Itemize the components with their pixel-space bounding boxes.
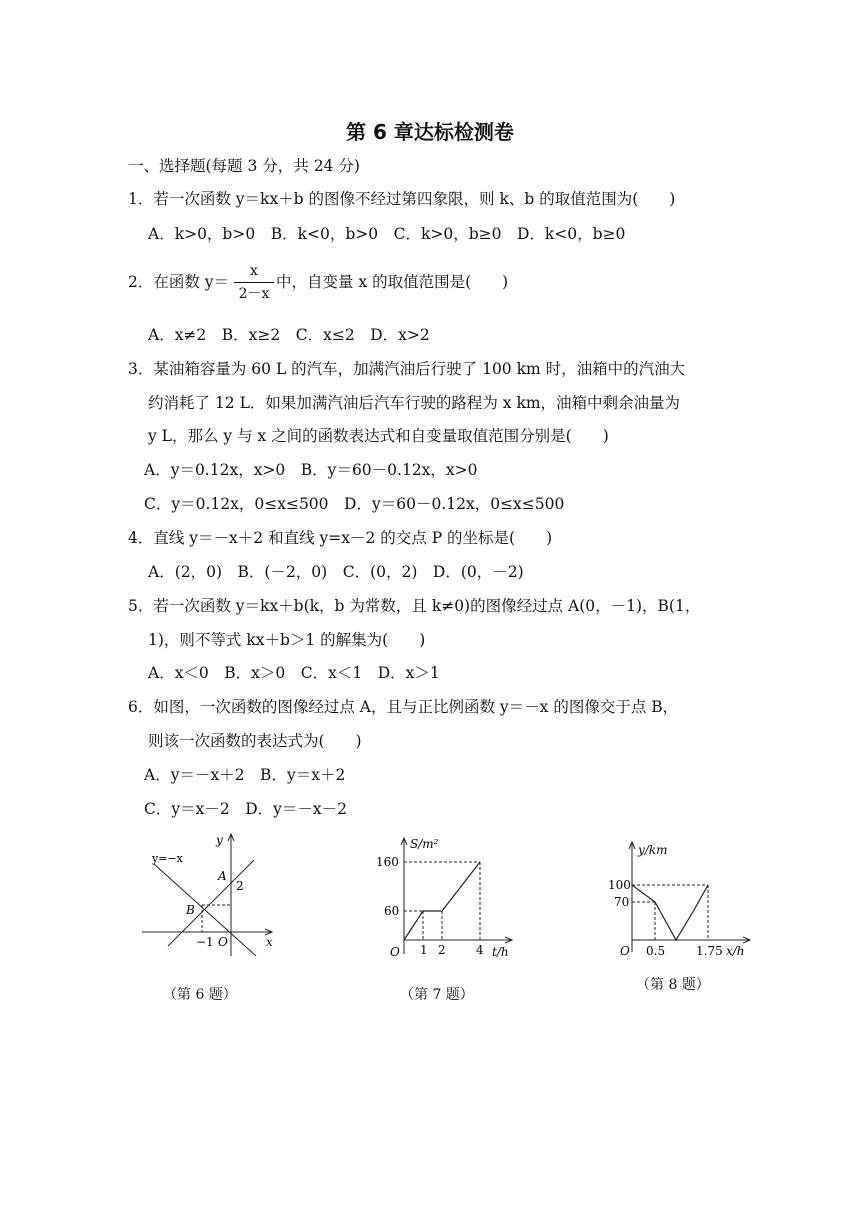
figure-6-caption: （第 6 题） (163, 987, 237, 1003)
y-axis-label: y (216, 833, 223, 847)
line-linear-function (168, 860, 254, 946)
x-axis-label: x (266, 935, 273, 949)
fraction-numerator: x (250, 263, 258, 279)
tick-2: 2 (236, 879, 244, 893)
x-tick-1: 1 (420, 943, 428, 957)
distance-time-line (632, 885, 708, 940)
x-axis-label: x/h (726, 944, 745, 958)
point-a-label: A (218, 869, 227, 883)
question-6-options-cd: C．y＝x－2 D．y＝－x－2 (144, 800, 348, 818)
fraction-bar (234, 282, 274, 283)
x-tick-0-5: 0.5 (646, 944, 666, 958)
fraction-denominator: 2－x (238, 286, 270, 302)
question-2-prefix: 2．在函数 y＝ (128, 273, 230, 291)
section-heading: 一、选择题(每题 3 分，共 24 分) (128, 157, 360, 175)
page-title: 第 6 章达标检测卷 (346, 120, 514, 144)
figure-7-caption: （第 7 题） (400, 987, 474, 1003)
question-3-line-3: y L，那么 y 与 x 之间的函数表达式和自变量取值范围分别是( ) (148, 427, 609, 445)
origin-label: O (620, 944, 630, 958)
question-3-line-2: 约消耗了 12 L．如果加满汽油后汽车行驶的路程为 x km，油箱中剩余油量为 (148, 394, 681, 412)
question-5-line-2: 1)，则不等式 kx＋b＞1 的解集为( ) (148, 631, 426, 649)
question-2-suffix: 中，自变量 x 的取值范围是( ) (276, 273, 509, 291)
figure-8-caption: （第 8 题） (636, 977, 710, 993)
question-3-options-ab: A．y＝0.12x，x>0 B．y＝60－0.12x，x>0 (144, 461, 478, 479)
question-6-line-1: 6．如图，一次函数的图像经过点 A，且与正比例函数 y＝－x 的图像交于点 B， (128, 698, 679, 716)
point-b-label: B (186, 903, 195, 917)
question-4-options: A．(2，0) B．(－2，0) C．(0，2) D．(0，－2) (148, 563, 524, 581)
question-2-options: A．x≠2 B．x≥2 C．x≤2 D．x>2 (148, 326, 430, 344)
question-3-options-cd: C．y＝0.12x，0≤x≤500 D．y＝60－0.12x，0≤x≤500 (144, 495, 565, 513)
y-axis-label: S/m² (410, 837, 439, 851)
y-axis-label: y/km (638, 843, 668, 857)
question-5-options: A．x＜0 B．x＞0 C．x＜1 D．x＞1 (148, 664, 440, 682)
y-tick-60: 60 (384, 904, 400, 918)
origin-label: O (390, 945, 400, 959)
y-tick-70: 70 (614, 895, 630, 909)
x-tick-4: 4 (476, 943, 484, 957)
question-6-line-2: 则该一次函数的表达式为( ) (148, 732, 362, 750)
y-tick-160: 160 (376, 855, 399, 869)
origin-label: O (218, 935, 228, 949)
figure-8-graph (608, 838, 756, 964)
y-tick-100: 100 (608, 878, 631, 892)
x-tick-2: 2 (438, 943, 446, 957)
question-4-stem: 4．直线 y＝－x＋2 和直线 y=x－2 的交点 P 的坐标是( ) (128, 529, 553, 547)
question-3-line-1: 3．某油箱容量为 60 L 的汽车，加满汽油后行驶了 100 km 时，油箱中的汽油大 (128, 360, 686, 378)
question-1-options: A．k>0，b>0 B．k<0，b>0 C．k>0，b≥0 D．k<0，b≥0 (148, 225, 626, 243)
question-1-stem: 1．若一次函数 y＝kx＋b 的图像不经过第四象限，则 k、b 的取值范围为( ) (128, 190, 676, 208)
x-tick-1-75: 1.75 (696, 944, 723, 958)
question-5-line-1: 5．若一次函数 y＝kx＋b(k，b 为常数，且 k≠0)的图像经过点 A(0，－1)，B(1， (128, 597, 701, 615)
x-axis-label: t/h (492, 945, 509, 959)
curve-label: y=−x (152, 852, 183, 865)
question-6-options-ab: A．y＝－x＋2 B．y＝x＋2 (144, 766, 346, 784)
figure-7-graph (372, 834, 520, 964)
tick-neg-1: −1 (196, 935, 214, 949)
figure-6-graph (138, 828, 288, 960)
